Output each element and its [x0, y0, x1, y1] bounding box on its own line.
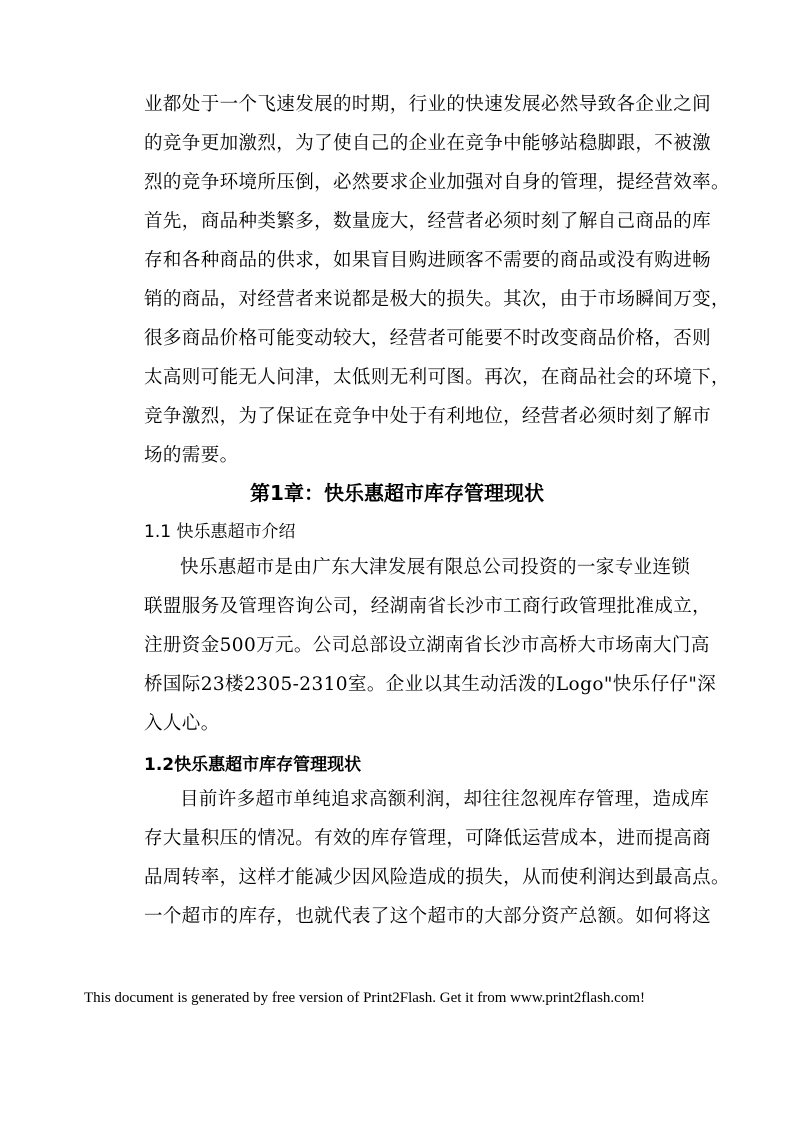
footer-note: This document is generated by free version of Print2Flash. Get it from www.print2flash.com! [84, 990, 645, 1006]
section-heading: 1.1 快乐惠超市介绍 [144, 522, 296, 542]
paragraph-line: 入人心。 [144, 713, 220, 734]
paragraph-line: 首先，商品种类繁多，数量庞大，经营者必须时刻了解自己商品的库 [144, 211, 712, 232]
paragraph-line: 烈的竞争环境所压倒，必然要求企业加强对自身的管理，提经营效率。 [144, 172, 730, 193]
paragraph-line: 业都处于一个飞速发展的时期，行业的快速发展必然导致各企业之间 [144, 94, 712, 115]
chapter-title: 第1章：快乐惠超市库存管理现状 [250, 481, 544, 505]
paragraph-line: 联盟服务及管理咨询公司，经湖南省长沙市工商行政管理批准成立， [144, 596, 712, 617]
paragraph-line: 品周转率，这样才能减少因风险造成的损失，从而使利润达到最高点。 [144, 867, 730, 888]
paragraph-line: 存和各种商品的供求，如果盲目购进顾客不需要的商品或没有购进畅 [144, 250, 712, 271]
section-heading: 1.2快乐惠超市库存管理现状 [144, 755, 362, 775]
paragraph-line: 一个超市的库存，也就代表了这个超市的大部分资产总额。如何将这 [144, 906, 712, 927]
paragraph-line: 注册资金500万元。公司总部设立湖南省长沙市高桥大市场南大门高 [144, 635, 710, 656]
paragraph-line: 的竞争更加激烈，为了使自己的企业在竞争中能够站稳脚跟，不被激 [144, 133, 712, 154]
paragraph-line: 目前许多超市单纯追求高额利润，却往往忽视库存管理，造成库 [180, 789, 710, 810]
paragraph-line: 很多商品价格可能变动较大，经营者可能要不时改变商品价格，否则 [144, 328, 712, 349]
paragraph-line: 竞争激烈，为了保证在竞争中处于有利地位，经营者必须时刻了解市 [144, 406, 712, 427]
paragraph-line: 销的商品，对经营者来说都是极大的损失。其次，由于市场瞬间万变， [144, 289, 730, 310]
paragraph-line: 存大量积压的情况。有效的库存管理，可降低运营成本，进而提高商 [144, 828, 712, 849]
paragraph-line: 太高则可能无人问津，太低则无利可图。再次，在商品社会的环境下， [144, 367, 730, 388]
paragraph-line: 桥国际23楼2305-2310室。企业以其生动活泼的Logo"快乐仔仔"深 [144, 674, 717, 695]
paragraph-line: 快乐惠超市是由广东大津发展有限总公司投资的一家专业连锁 [180, 557, 691, 578]
paragraph-line: 场的需要。 [144, 445, 239, 466]
